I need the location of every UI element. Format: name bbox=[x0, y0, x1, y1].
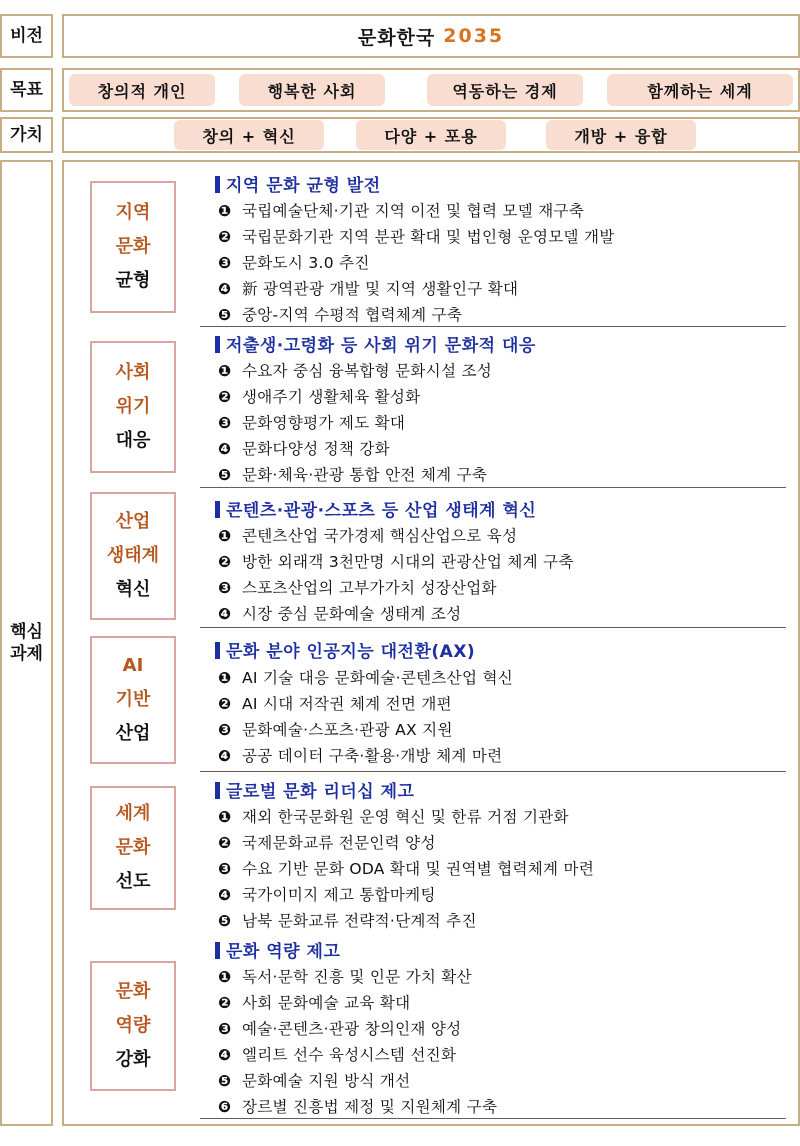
list-item: ❸ 문화영향평가 제도 확대 bbox=[218, 414, 406, 432]
section-side-label: AI 기반 산업 bbox=[90, 636, 176, 764]
list-item: ❺ 문화·체육·관광 통합 안전 체계 구축 bbox=[218, 466, 488, 484]
list-item: ❷ 국제문화교류 전문인력 양성 bbox=[218, 834, 436, 852]
list-item: ❹ 공공 데이터 구축·활용·개방 체계 마련 bbox=[218, 747, 503, 765]
section-side-label: 지역 문화 균형 bbox=[90, 181, 176, 313]
value-pill: 창의 + 혁신 bbox=[174, 120, 324, 150]
list-item: ❹ 엘리트 선수 육성시스템 선진화 bbox=[218, 1046, 457, 1064]
section-divider bbox=[200, 771, 786, 772]
list-item: ❹ 新 광역관광 개발 및 지역 생활인구 확대 bbox=[218, 280, 519, 298]
list-item: ❸ 예술·콘텐츠·관광 창의인재 양성 bbox=[218, 1020, 462, 1038]
list-item: ❹ 시장 중심 문화예술 생태계 조성 bbox=[218, 605, 462, 623]
goals-label: 목표 bbox=[0, 68, 53, 112]
list-item: ❷ 방한 외래객 3천만명 시대의 관광산업 체계 구축 bbox=[218, 553, 574, 571]
list-item: ❷ 사회 문화예술 교육 확대 bbox=[218, 994, 411, 1012]
section-title: 지역 문화 균형 발전 bbox=[215, 171, 381, 196]
values-box bbox=[62, 117, 800, 153]
goal-pill: 역동하는 경제 bbox=[427, 74, 583, 106]
list-item: ❶ 독서·문학 진흥 및 인문 가치 확산 bbox=[218, 968, 472, 986]
value-pill: 다양 + 포용 bbox=[356, 120, 506, 150]
list-item: ❺ 중앙-지역 수평적 협력체계 구축 bbox=[218, 306, 463, 324]
section-divider bbox=[200, 1118, 786, 1119]
list-item: ❷ 생애주기 생활체육 활성화 bbox=[218, 388, 421, 406]
section-title: 문화 역량 제고 bbox=[215, 937, 340, 962]
list-item: ❸ 문화예술·스포츠·관광 AX 지원 bbox=[218, 721, 453, 739]
section-divider bbox=[200, 326, 786, 327]
section-divider bbox=[200, 627, 786, 628]
list-item: ❶ 국립예술단체·기관 지역 이전 및 협력 모델 재구축 bbox=[218, 202, 585, 220]
section-title: 문화 분야 인공지능 대전환(AX) bbox=[215, 637, 475, 662]
list-item: ❺ 남북 문화교류 전략적·단계적 추진 bbox=[218, 912, 477, 930]
list-item: ❺ 문화예술 지원 방식 개선 bbox=[218, 1072, 411, 1090]
goal-pill: 함께하는 세계 bbox=[607, 74, 793, 106]
section-side-label: 세계 문화 선도 bbox=[90, 786, 176, 910]
list-item: ❶ 재외 한국문화원 운영 혁신 및 한류 거점 기관화 bbox=[218, 808, 569, 826]
list-item: ❻ 장르별 진흥법 제정 및 지원체계 구축 bbox=[218, 1098, 498, 1116]
section-title: 글로벌 문화 리더십 제고 bbox=[215, 777, 414, 802]
core-tasks-label: 핵심 과제 bbox=[0, 160, 53, 1126]
section-side-label: 산업 생태계 혁신 bbox=[90, 492, 176, 620]
value-pill: 개방 + 융합 bbox=[546, 120, 696, 150]
values-label: 가치 bbox=[0, 117, 53, 153]
section-title: 콘텐츠·관광·스포츠 등 산업 생태계 혁신 bbox=[215, 496, 536, 521]
vision-label: 비전 bbox=[0, 14, 53, 58]
list-item: ❶ 콘텐츠산업 국가경제 핵심산업으로 육성 bbox=[218, 527, 518, 545]
list-item: ❷ AI 시대 저작권 체계 전면 개편 bbox=[218, 695, 452, 713]
vision-title: 문화한국 2035 bbox=[357, 25, 505, 49]
goal-pill: 창의적 개인 bbox=[69, 74, 215, 106]
list-item: ❸ 수요 기반 문화 ODA 확대 및 권역별 협력체계 마련 bbox=[218, 860, 595, 878]
goals-box bbox=[62, 68, 800, 112]
goal-pill: 행복한 사회 bbox=[239, 74, 385, 106]
section-divider bbox=[200, 487, 786, 488]
vision-box bbox=[62, 14, 800, 58]
list-item: ❹ 문화다양성 정책 강화 bbox=[218, 440, 390, 458]
list-item: ❷ 국립문화기관 지역 분관 확대 및 법인형 운영모델 개발 bbox=[218, 228, 615, 246]
section-title: 저출생·고령화 등 사회 위기 문화적 대응 bbox=[215, 331, 536, 356]
list-item: ❹ 국가이미지 제고 통합마케팅 bbox=[218, 886, 436, 904]
section-side-label: 문화 역량 강화 bbox=[90, 961, 176, 1091]
list-item: ❶ AI 기술 대응 문화예술·콘텐츠산업 혁신 bbox=[218, 669, 514, 687]
list-item: ❸ 스포츠산업의 고부가가치 성장산업화 bbox=[218, 579, 497, 597]
section-side-label: 사회 위기 대응 bbox=[90, 341, 176, 473]
list-item: ❸ 문화도시 3.0 추진 bbox=[218, 254, 370, 272]
list-item: ❶ 수요자 중심 융복합형 문화시설 조성 bbox=[218, 362, 493, 380]
